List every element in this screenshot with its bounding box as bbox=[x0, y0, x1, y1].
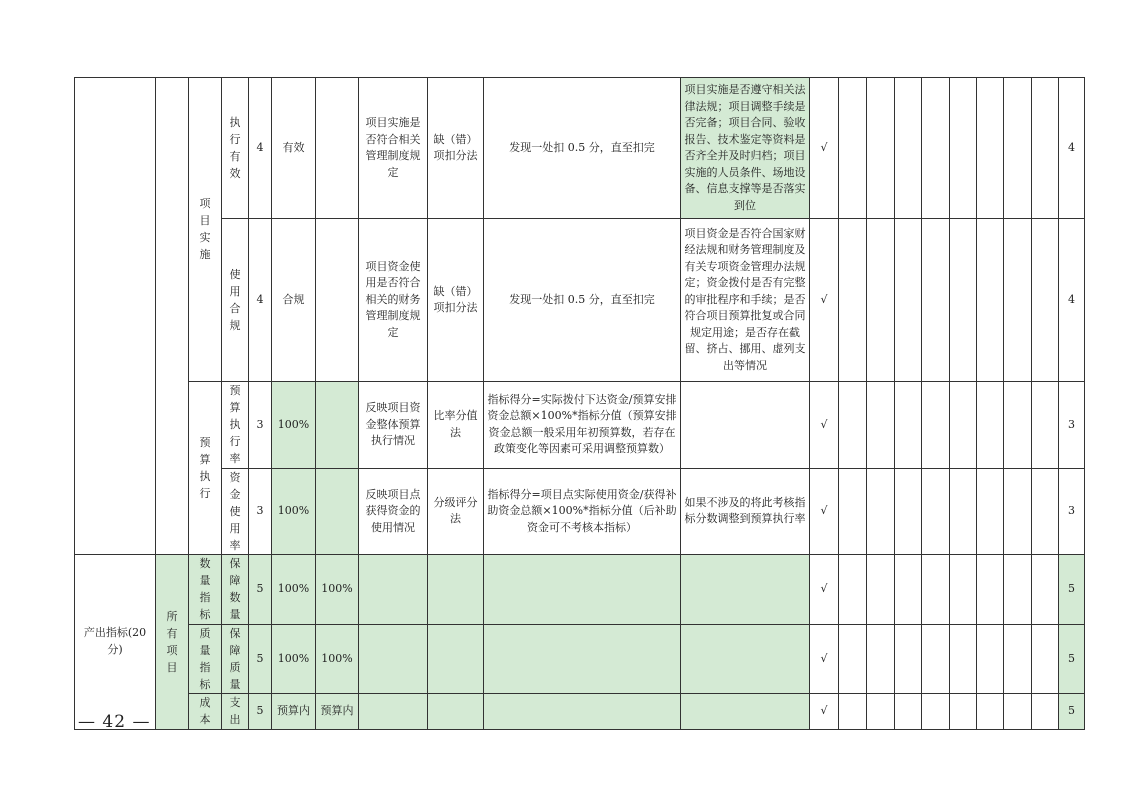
check-cell: √ bbox=[810, 624, 839, 694]
actual-cell: 预算内 bbox=[316, 694, 359, 730]
actual-cell: 100% bbox=[316, 555, 359, 625]
weight-cell: 4 bbox=[249, 78, 272, 219]
level3-cell: 使用合规 bbox=[222, 219, 249, 382]
method-cell: 缺（错）项扣分法 bbox=[428, 78, 484, 219]
score-cell: 4 bbox=[1059, 219, 1085, 382]
evaluation-table bbox=[74, 77, 1085, 730]
project-cell-empty bbox=[156, 78, 189, 555]
actual-cell: 100% bbox=[316, 624, 359, 694]
method-cell: 比率分值法 bbox=[428, 382, 484, 469]
score-cell: 3 bbox=[1059, 382, 1085, 469]
explanation-cell: 反映项目点获得资金的使用情况 bbox=[359, 468, 428, 555]
target-cell: 合规 bbox=[272, 219, 316, 382]
score-cell: 3 bbox=[1059, 468, 1085, 555]
actual-cell bbox=[316, 78, 359, 219]
level2-cell: 成本 bbox=[189, 694, 222, 730]
target-cell: 100% bbox=[272, 468, 316, 555]
check-cell: √ bbox=[810, 555, 839, 625]
explanation-cell: 项目资金使用是否符合相关的财务管理制度规定 bbox=[359, 219, 428, 382]
table-row bbox=[75, 382, 1085, 469]
check-cell: √ bbox=[810, 78, 839, 219]
check-cell: √ bbox=[810, 219, 839, 382]
rule-cell: 发现一处扣 0.5 分，直至扣完 bbox=[484, 219, 681, 382]
level2-cell: 数量指标 bbox=[189, 555, 222, 625]
table-row bbox=[75, 555, 1085, 625]
level3-cell: 支出 bbox=[222, 694, 249, 730]
level3-cell: 预算执行率 bbox=[222, 382, 249, 469]
score-cell: 5 bbox=[1059, 694, 1085, 730]
level3-cell: 执行有效 bbox=[222, 78, 249, 219]
weight-cell: 5 bbox=[249, 694, 272, 730]
weight-cell: 5 bbox=[249, 624, 272, 694]
rule-cell: 指标得分=实际拨付下达资金/预算安排资金总额×100%*指标分值（预算安排资金总额一般采用年初预算数，若存在政策变化等因素可采用调整预算数） bbox=[484, 382, 681, 469]
notes-cell: 项目实施是否遵守相关法律法规；项目调整手续是否完备；项目合同、验收报告、技术鉴定等资料是否齐全并及时归档；项目实施的人员条件、场地设备、信息支撑等是否落实到位 bbox=[681, 78, 810, 219]
score-cell: 4 bbox=[1059, 78, 1085, 219]
check-cell: √ bbox=[810, 468, 839, 555]
rule-cell: 发现一处扣 0.5 分，直至扣完 bbox=[484, 78, 681, 219]
weight-cell: 3 bbox=[249, 382, 272, 469]
notes-cell: 项目资金是否符合国家财经法规和财务管理制度及有关专项资金管理办法规定；资金拨付是否有完整的审批程序和手续；是否符合项目预算批复或合同规定用途；是否存在截留、挤占、挪用、虚列支出等情况 bbox=[681, 219, 810, 382]
level1-cell: 产出指标(20分) bbox=[75, 555, 156, 730]
actual-cell bbox=[316, 468, 359, 555]
actual-cell bbox=[316, 382, 359, 469]
table-row bbox=[75, 78, 1085, 219]
level3-cell: 保障质量 bbox=[222, 624, 249, 694]
target-cell: 100% bbox=[272, 382, 316, 469]
notes-cell bbox=[681, 382, 810, 469]
method-cell: 分级评分法 bbox=[428, 468, 484, 555]
level2-cell: 预算执行 bbox=[189, 382, 222, 555]
project-cell: 所有项目 bbox=[156, 555, 189, 730]
method-cell: 缺（错）项扣分法 bbox=[428, 219, 484, 382]
level3-cell: 资金使用率 bbox=[222, 468, 249, 555]
score-cell: 5 bbox=[1059, 624, 1085, 694]
score-cell: 5 bbox=[1059, 555, 1085, 625]
notes-cell: 如果不涉及的将此考核指标分数调整到预算执行率 bbox=[681, 468, 810, 555]
actual-cell bbox=[316, 219, 359, 382]
table-row bbox=[75, 694, 1085, 730]
check-cell: √ bbox=[810, 382, 839, 469]
weight-cell: 5 bbox=[249, 555, 272, 625]
weight-cell: 4 bbox=[249, 219, 272, 382]
rule-cell: 指标得分=项目点实际使用资金/获得补助资金总额×100%*指标分值（后补助资金可不考核本指标） bbox=[484, 468, 681, 555]
check-cell: √ bbox=[810, 694, 839, 730]
page-number: — 42 — bbox=[78, 712, 151, 732]
target-cell: 有效 bbox=[272, 78, 316, 219]
table-row bbox=[75, 468, 1085, 555]
level2-cell: 质量指标 bbox=[189, 624, 222, 694]
target-cell: 100% bbox=[272, 555, 316, 625]
weight-cell: 3 bbox=[249, 468, 272, 555]
table-row bbox=[75, 219, 1085, 382]
level2-cell: 项目实施 bbox=[189, 78, 222, 382]
target-cell: 预算内 bbox=[272, 694, 316, 730]
target-cell: 100% bbox=[272, 624, 316, 694]
explanation-cell: 项目实施是否符合相关管理制度规定 bbox=[359, 78, 428, 219]
level1-cell-empty bbox=[75, 78, 156, 555]
table-row bbox=[75, 624, 1085, 694]
explanation-cell: 反映项目资金整体预算执行情况 bbox=[359, 382, 428, 469]
level3-cell: 保障数量 bbox=[222, 555, 249, 625]
